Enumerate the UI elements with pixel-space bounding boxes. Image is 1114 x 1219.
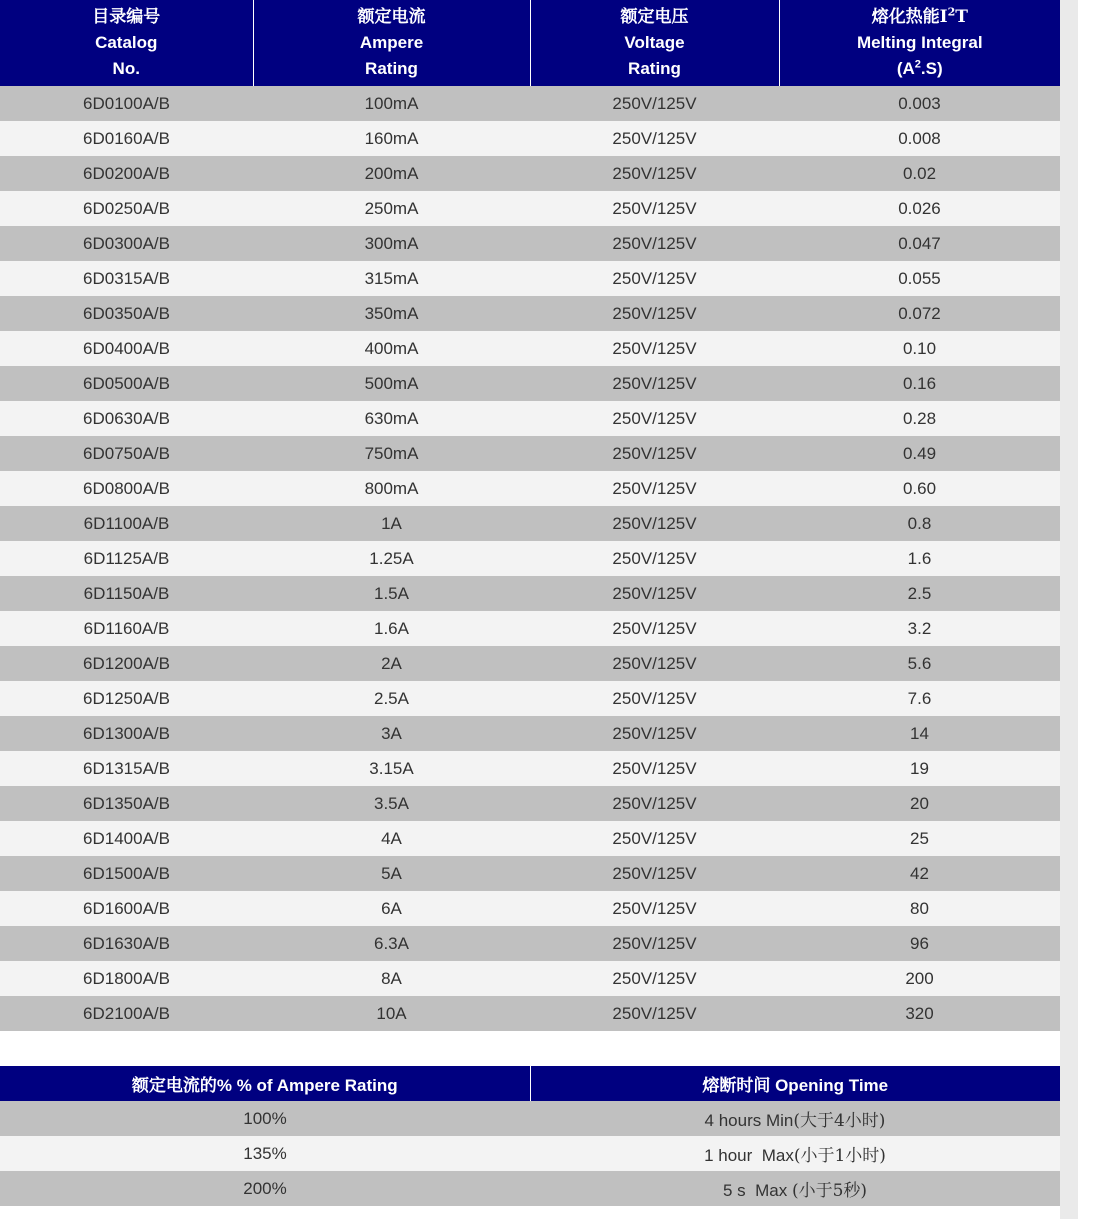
ampere-rating-cell: 1A: [253, 506, 530, 541]
melting-integral-cell: 0.026: [779, 191, 1060, 226]
ampere-rating-cell: 5A: [253, 856, 530, 891]
spec-table-body: [0, 86, 1060, 1031]
voltage-rating-cell: 250V/125V: [530, 751, 779, 786]
melting-integral-cell: 0.49: [779, 436, 1060, 471]
table-row: [0, 156, 1060, 191]
opening-time-cn-note: (大于4小时): [793, 1111, 886, 1131]
voltage-rating-cell: 250V/125V: [530, 226, 779, 261]
ampere-rating-cell: 3A: [253, 716, 530, 751]
table-row: [0, 1136, 1060, 1171]
melting-integral-cell: 25: [779, 821, 1060, 856]
melting-integral-cell: 0.003: [779, 86, 1060, 121]
ampere-rating-cell: 315mA: [253, 261, 530, 296]
ampere-rating-cell: 4A: [253, 821, 530, 856]
percent-rating-cell: 135%: [0, 1136, 530, 1171]
ampere-rating-cell: 100mA: [253, 86, 530, 121]
melting-integral-cell: 96: [779, 926, 1060, 961]
table-row: [0, 1171, 1060, 1206]
voltage-rating-cell: 250V/125V: [530, 86, 779, 121]
spec-table-header: [0, 0, 1060, 86]
voltage-rating-cell: 250V/125V: [530, 576, 779, 611]
catalog-no-cell: 6D0500A/B: [0, 366, 253, 401]
voltage-rating-cell: 250V/125V: [530, 891, 779, 926]
time-table-header: [0, 1066, 1060, 1101]
voltage-rating-cell: 250V/125V: [530, 961, 779, 996]
catalog-no-cell: 6D1300A/B: [0, 716, 253, 751]
table-row: [0, 926, 1060, 961]
ampere-rating-cell: 630mA: [253, 401, 530, 436]
voltage-rating-cell: 250V/125V: [530, 821, 779, 856]
voltage-rating-cell: 250V/125V: [530, 611, 779, 646]
voltage-rating-cell: 250V/125V: [530, 856, 779, 891]
table-row: [0, 856, 1060, 891]
header-catalog-cn: 目录编号: [92, 7, 161, 27]
melting-integral-cell: 0.28: [779, 401, 1060, 436]
table-row: [0, 611, 1060, 646]
catalog-no-cell: 6D2100A/B: [0, 996, 253, 1031]
voltage-rating-cell: 250V/125V: [530, 156, 779, 191]
melting-integral-cell: 200: [779, 961, 1060, 996]
table-row: [0, 331, 1060, 366]
voltage-rating-cell: 250V/125V: [530, 681, 779, 716]
catalog-no-cell: 6D0300A/B: [0, 226, 253, 261]
ampere-rating-cell: 3.15A: [253, 751, 530, 786]
ampere-rating-cell: 800mA: [253, 471, 530, 506]
voltage-rating-cell: 250V/125V: [530, 121, 779, 156]
catalog-no-cell: 6D1500A/B: [0, 856, 253, 891]
table-row: [0, 961, 1060, 996]
header-melting-cn-suffix: T: [955, 7, 968, 27]
opening-time-cn-note: (小于5秒): [791, 1181, 868, 1201]
header-voltage-en1: Voltage: [624, 33, 685, 52]
melting-integral-cell: 320: [779, 996, 1060, 1031]
ampere-rating-cell: 8A: [253, 961, 530, 996]
table-row: [0, 296, 1060, 331]
ampere-rating-cell: 2A: [253, 646, 530, 681]
voltage-rating-cell: 250V/125V: [530, 996, 779, 1031]
table-row: [0, 786, 1060, 821]
melting-integral-cell: 1.6: [779, 541, 1060, 576]
table-row: [0, 751, 1060, 786]
catalog-no-cell: 6D1315A/B: [0, 751, 253, 786]
melting-integral-cell: 0.072: [779, 296, 1060, 331]
time-table-body: [0, 1101, 1060, 1206]
catalog-no-cell: 6D1125A/B: [0, 541, 253, 576]
ampere-rating-cell: 400mA: [253, 331, 530, 366]
catalog-no-cell: 6D0350A/B: [0, 296, 253, 331]
catalog-no-cell: 6D1200A/B: [0, 646, 253, 681]
header-melting-unit-prefix: (A: [896, 59, 915, 78]
header-percent-rating: 额定电流的% % of Ampere Rating: [0, 1066, 530, 1101]
table-row: [0, 401, 1060, 436]
melting-integral-cell: 0.02: [779, 156, 1060, 191]
header-melting-unit-sup: 2: [914, 58, 921, 71]
catalog-no-cell: 6D1100A/B: [0, 506, 253, 541]
melting-integral-cell: 0.008: [779, 121, 1060, 156]
header-ampere-en2: Rating: [365, 59, 418, 78]
voltage-rating-cell: 250V/125V: [530, 716, 779, 751]
header-voltage-rating: [530, 0, 779, 86]
table-row: [0, 506, 1060, 541]
melting-integral-cell: 5.6: [779, 646, 1060, 681]
opening-time-value: 1 hour Max: [704, 1146, 794, 1165]
header-voltage-cn: 额定电压: [620, 7, 689, 27]
voltage-rating-cell: 250V/125V: [530, 506, 779, 541]
ampere-rating-cell: 1.5A: [253, 576, 530, 611]
voltage-rating-cell: 250V/125V: [530, 471, 779, 506]
table-row: [0, 86, 1060, 121]
melting-integral-cell: 2.5: [779, 576, 1060, 611]
scrollbar-track[interactable]: [1060, 0, 1078, 1219]
opening-time-table: [0, 1066, 1060, 1206]
catalog-no-cell: 6D1600A/B: [0, 891, 253, 926]
voltage-rating-cell: 250V/125V: [530, 296, 779, 331]
table-row: [0, 471, 1060, 506]
catalog-no-cell: 6D1250A/B: [0, 681, 253, 716]
table-row: [0, 226, 1060, 261]
percent-rating-cell: 200%: [0, 1171, 530, 1206]
ampere-rating-cell: 160mA: [253, 121, 530, 156]
header-melting-en1: Melting Integral: [856, 33, 983, 52]
melting-integral-cell: 0.10: [779, 331, 1060, 366]
catalog-no-cell: 6D1630A/B: [0, 926, 253, 961]
opening-time-cn-note: (小于1小时): [793, 1146, 886, 1166]
table-row: [0, 996, 1060, 1031]
voltage-rating-cell: 250V/125V: [530, 541, 779, 576]
table-row: [0, 1101, 1060, 1136]
ampere-rating-cell: 1.6A: [253, 611, 530, 646]
opening-time-cell: [530, 1101, 1060, 1136]
opening-time-value: 4 hours Min: [704, 1111, 794, 1130]
ampere-rating-cell: 1.25A: [253, 541, 530, 576]
voltage-rating-cell: 250V/125V: [530, 331, 779, 366]
voltage-rating-cell: 250V/125V: [530, 401, 779, 436]
melting-integral-cell: 7.6: [779, 681, 1060, 716]
table-row: [0, 191, 1060, 226]
catalog-no-cell: 6D0200A/B: [0, 156, 253, 191]
ampere-rating-cell: 2.5A: [253, 681, 530, 716]
catalog-no-cell: 6D0400A/B: [0, 331, 253, 366]
header-melting-en2: [780, 56, 1061, 82]
table-row: [0, 646, 1060, 681]
table-row: [0, 891, 1060, 926]
table-row: [0, 821, 1060, 856]
header-voltage-en2: Rating: [628, 59, 681, 78]
melting-integral-cell: 0.8: [779, 506, 1060, 541]
voltage-rating-cell: 250V/125V: [530, 261, 779, 296]
melting-integral-cell: 0.60: [779, 471, 1060, 506]
percent-rating-cell: 100%: [0, 1101, 530, 1136]
melting-integral-cell: 0.047: [779, 226, 1060, 261]
header-melting-cn-sup: 2: [947, 5, 956, 19]
melting-integral-cell: 80: [779, 891, 1060, 926]
catalog-no-cell: 6D0800A/B: [0, 471, 253, 506]
header-opening-time: 熔断时间 Opening Time: [530, 1066, 1060, 1101]
ampere-rating-cell: 6.3A: [253, 926, 530, 961]
table-row: [0, 436, 1060, 471]
ampere-rating-cell: 500mA: [253, 366, 530, 401]
table-row: [0, 366, 1060, 401]
catalog-no-cell: 6D0100A/B: [0, 86, 253, 121]
opening-time-cell: [530, 1136, 1060, 1171]
voltage-rating-cell: 250V/125V: [530, 366, 779, 401]
ampere-rating-cell: 350mA: [253, 296, 530, 331]
ampere-rating-cell: 3.5A: [253, 786, 530, 821]
header-ampere-rating: [253, 0, 530, 86]
catalog-no-cell: 6D0160A/B: [0, 121, 253, 156]
melting-integral-cell: 14: [779, 716, 1060, 751]
catalog-no-cell: 6D1400A/B: [0, 821, 253, 856]
ampere-rating-cell: 10A: [253, 996, 530, 1031]
voltage-rating-cell: 250V/125V: [530, 436, 779, 471]
header-ampere-cn: 额定电流: [357, 7, 426, 27]
catalog-no-cell: 6D0250A/B: [0, 191, 253, 226]
catalog-no-cell: 6D0750A/B: [0, 436, 253, 471]
catalog-no-cell: 6D0630A/B: [0, 401, 253, 436]
table-row: [0, 681, 1060, 716]
melting-integral-cell: 0.055: [779, 261, 1060, 296]
voltage-rating-cell: 250V/125V: [530, 191, 779, 226]
voltage-rating-cell: 250V/125V: [530, 926, 779, 961]
melting-integral-cell: 3.2: [779, 611, 1060, 646]
catalog-no-cell: 6D1160A/B: [0, 611, 253, 646]
ampere-rating-cell: 250mA: [253, 191, 530, 226]
melting-integral-cell: 19: [779, 751, 1060, 786]
header-catalog-no: [0, 0, 253, 86]
melting-integral-cell: 0.16: [779, 366, 1060, 401]
ampere-rating-cell: 6A: [253, 891, 530, 926]
table-row: [0, 716, 1060, 751]
opening-time-cell: [530, 1171, 1060, 1206]
ampere-rating-cell: 300mA: [253, 226, 530, 261]
header-melting-integral: [779, 0, 1060, 86]
melting-integral-cell: 42: [779, 856, 1060, 891]
header-catalog-en1: Catalog: [95, 33, 158, 52]
voltage-rating-cell: 250V/125V: [530, 646, 779, 681]
opening-time-value: 5 s Max: [722, 1181, 792, 1200]
header-melting-cn-text: 熔化热能I: [871, 7, 948, 27]
table-row: [0, 261, 1060, 296]
table-row: [0, 121, 1060, 156]
header-catalog-en2: No.: [112, 59, 140, 78]
table-row: [0, 576, 1060, 611]
catalog-no-cell: 6D1350A/B: [0, 786, 253, 821]
table-row: [0, 541, 1060, 576]
header-ampere-en1: Ampere: [359, 33, 424, 52]
voltage-rating-cell: 250V/125V: [530, 786, 779, 821]
ampere-rating-cell: 200mA: [253, 156, 530, 191]
ampere-rating-cell: 750mA: [253, 436, 530, 471]
header-melting-unit-suffix: .S): [920, 59, 943, 78]
catalog-no-cell: 6D1150A/B: [0, 576, 253, 611]
catalog-no-cell: 6D1800A/B: [0, 961, 253, 996]
melting-integral-cell: 20: [779, 786, 1060, 821]
catalog-no-cell: 6D0315A/B: [0, 261, 253, 296]
header-melting-cn: [780, 4, 1061, 30]
